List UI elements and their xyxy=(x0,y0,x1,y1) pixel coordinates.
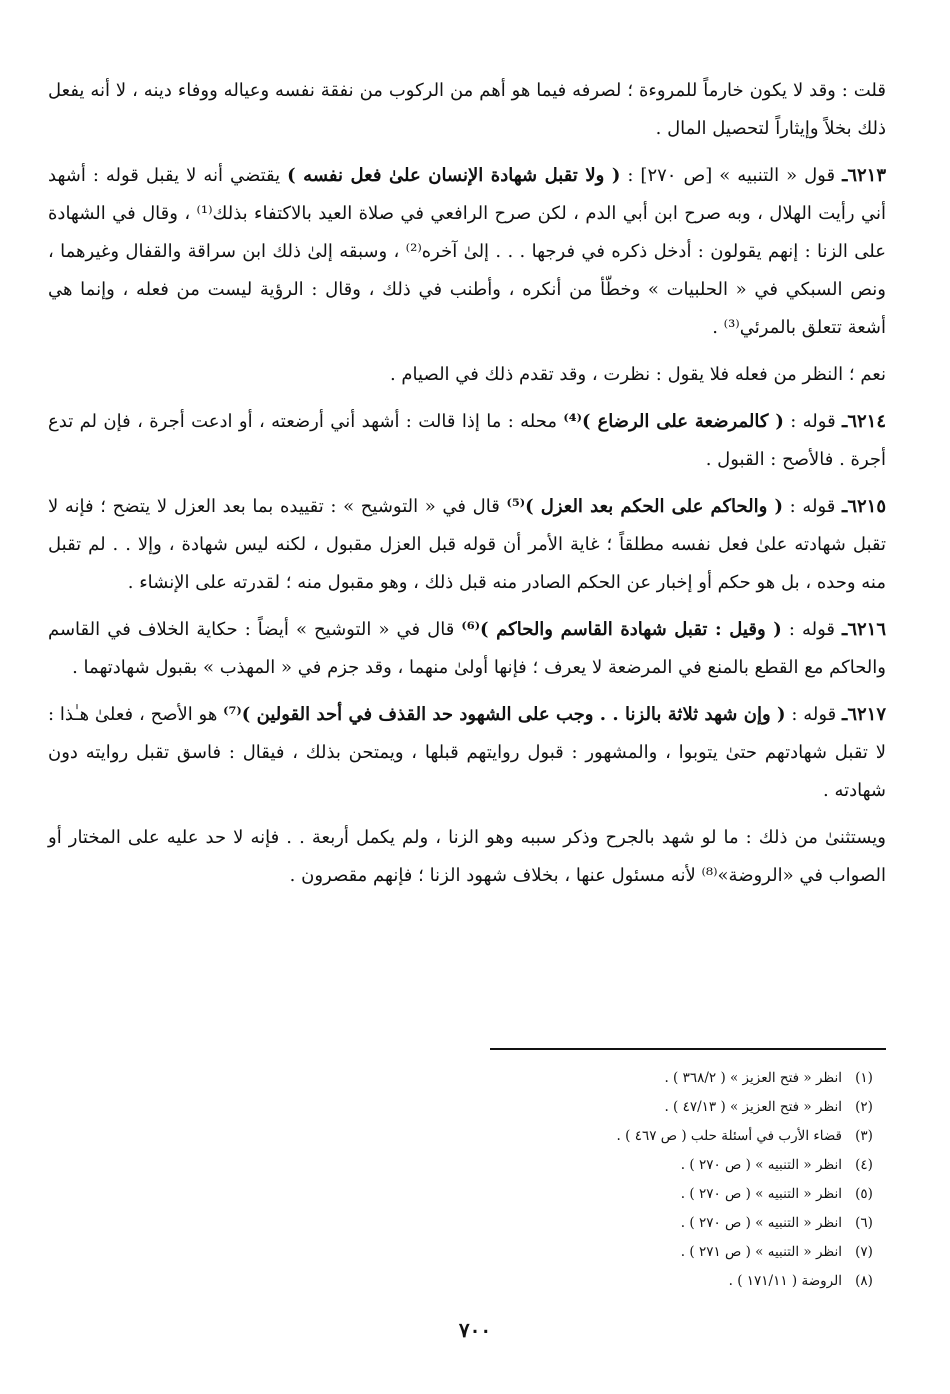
footnote-text: قضاء الأرب في أسئلة حلب ( ص ٤٦٧ ) . xyxy=(616,1128,842,1144)
paragraph xyxy=(48,403,886,479)
entry-lead: قوله : xyxy=(783,411,843,432)
commentary-text: نعم ؛ النظر من فعله فلا يقول : نظرت ، وقد تقدم ذلك في الصيام . xyxy=(389,364,886,385)
entry-lead: قول « التنبيه » [ص ٢٧٠] : xyxy=(620,165,843,186)
footnote-number: (٢) xyxy=(855,1099,873,1115)
footnote-text: انظر « فتح العزيز » ( ٣٦٨/٢ ) . xyxy=(664,1070,842,1086)
commentary-text: يقتضي أنه لا يقبل قوله : أشهد أني رأيت الهلال ، وبه صرح ابن أبي الدم ، لكن صرح الرافعي في صلاة العيد بالاكتفاء بذلك⁽¹⁾ ، وقال في الشهادة على الزنا : إنهم يقولون : أدخل ذكره في فرجها . . . إلىٰ آخره⁽²⁾ ، وسبقه إلىٰ ذلك ابن سراقة والقفال وغيرهما ، ونص السبكي في « الحلبيات » وخطّأ من أنكره ، وأطنب في ذلك ، وقال : الرؤية ليست من فعله ، وإنما هي أشعة تتعلق بالمرئي⁽³⁾ . xyxy=(48,165,886,338)
footnote-divider xyxy=(490,1048,886,1050)
footnote xyxy=(366,1238,886,1267)
footnote-text: انظر « التنبيه » ( ص ٢٧٠ ) . xyxy=(680,1157,842,1173)
quoted-text: ( والحاكم على الحكم بعد العزل )⁽⁵⁾ xyxy=(506,496,784,517)
entry-number: ٦٢١٦ـ xyxy=(842,619,886,640)
entry-number: ٦٢١٧ـ xyxy=(842,704,886,725)
commentary-text: محله : ما إذا قالت : أشهد أني أرضعته ، أو ادعت أجرة ، فإن لم تدع أجرة . فالأصح : القبول . xyxy=(48,411,886,470)
quoted-text: ( كالمرضعة على الرضاع )⁽⁴⁾ xyxy=(563,411,784,432)
footnote-number: (٧) xyxy=(855,1244,873,1260)
footnote-text: انظر « فتح العزيز » ( ٤٧/١٣ ) . xyxy=(664,1099,842,1115)
footnote-number: (١) xyxy=(855,1070,873,1086)
footnote-number: (٣) xyxy=(855,1128,873,1144)
entry-lead: قوله : xyxy=(785,704,843,725)
footnote-text: انظر « التنبيه » ( ص ٢٧٠ ) . xyxy=(680,1186,842,1202)
commentary-text: قال في « التوشيح » : تقييده بما بعد العزل لا يتضح ؛ فإنه لا تقبل شهادته علىٰ فعل نفسه مطلقاً ؛ غاية الأمر أن قوله قبل العزل مقبول ، لكنه ليس شهادة ، وإلا . . لم تقبل منه وحده ، بل هو حكم أو إخبار عن الحكم الصادر منه قبل ذلك ، وهو مقبول منه ؛ لقدرته على الإنشاء . xyxy=(48,496,886,593)
footnote xyxy=(366,1180,886,1209)
footnote-text: انظر « التنبيه » ( ص ٢٧١ ) . xyxy=(680,1244,842,1260)
commentary-text: قال في « التوشيح » أيضاً : حكاية الخلاف في القاسم والحاكم مع القطع بالمنع في المرضعة لا يعرف ؛ فإنها أولىٰ منهما ، وقد جزم في « المهذب » بقبول شهادتهما . xyxy=(48,619,886,678)
entry-number: ٦٢١٤ـ xyxy=(842,411,886,432)
footnote-number: (٨) xyxy=(855,1273,873,1289)
paragraph xyxy=(48,157,886,347)
entry-lead: قوله : xyxy=(781,619,843,640)
paragraph xyxy=(48,488,886,602)
footnote-text: انظر « التنبيه » ( ص ٢٧٠ ) . xyxy=(680,1215,842,1231)
main-text xyxy=(48,72,886,904)
quoted-text: ( وقيل : تقبل شهادة القاسم والحاكم )⁽⁶⁾ xyxy=(461,619,782,640)
footnote-number: (٦) xyxy=(855,1215,873,1231)
paragraph xyxy=(48,356,886,394)
footnote xyxy=(366,1093,886,1122)
commentary-text: ويستثنىٰ من ذلك : ما لو شهد بالجرح وذكر سببه وهو الزنا ، ولم يكمل أربعة . . فإنه لا حد عليه على المختار أو الصواب في «الروضة»⁽⁸⁾ لأنه مسئول عنها ، بخلاف شهود الزنا ؛ فإنهم مقصرون . xyxy=(48,827,886,886)
paragraph xyxy=(48,72,886,148)
commentary-text: هو الأصح ، فعلىٰ هـٰذا : لا تقبل شهادتهم حتىٰ يتوبوا ، والمشهور : قبول روايتهم قبلها ، ويمتحن بذلك ، فيقال : فاسق تقبل روايته دون شهادته . xyxy=(48,704,886,801)
footnote xyxy=(366,1122,886,1151)
footnote-number: (٤) xyxy=(855,1157,873,1173)
paragraph xyxy=(48,696,886,810)
entry-number: ٦٢١٣ـ xyxy=(842,165,887,186)
footnote xyxy=(366,1064,886,1093)
footnote-text: الروضة ( ١٧١/١١ ) . xyxy=(728,1273,842,1289)
paragraph xyxy=(48,819,886,895)
quoted-text: ( ولا تقبل شهادة الإنسان علىٰ فعل نفسه ) xyxy=(287,165,621,186)
page-number: ٧٠٠ xyxy=(458,1318,492,1342)
footnote xyxy=(366,1151,886,1180)
commentary-text: قلت : وقد لا يكون خارماً للمروءة ؛ لصرفه فيما هو أهم من الركوب من نفقة نفسه وعياله ووفاء دينه ، لا أنه يفعل ذلك بخلاً وإيثاراً لتحصيل المال . xyxy=(48,80,886,139)
quoted-text: ( وإن شهد ثلاثة بالزنا . . وجب على الشهود حد القذف في أحد القولين )⁽⁷⁾ xyxy=(223,704,786,725)
footnote-number: (٥) xyxy=(855,1186,873,1202)
entry-number: ٦٢١٥ـ xyxy=(842,496,886,517)
entry-lead: قوله : xyxy=(783,496,843,517)
paragraph xyxy=(48,611,886,687)
footnote xyxy=(366,1209,886,1238)
footnote xyxy=(366,1267,886,1296)
footnotes xyxy=(366,1064,886,1296)
